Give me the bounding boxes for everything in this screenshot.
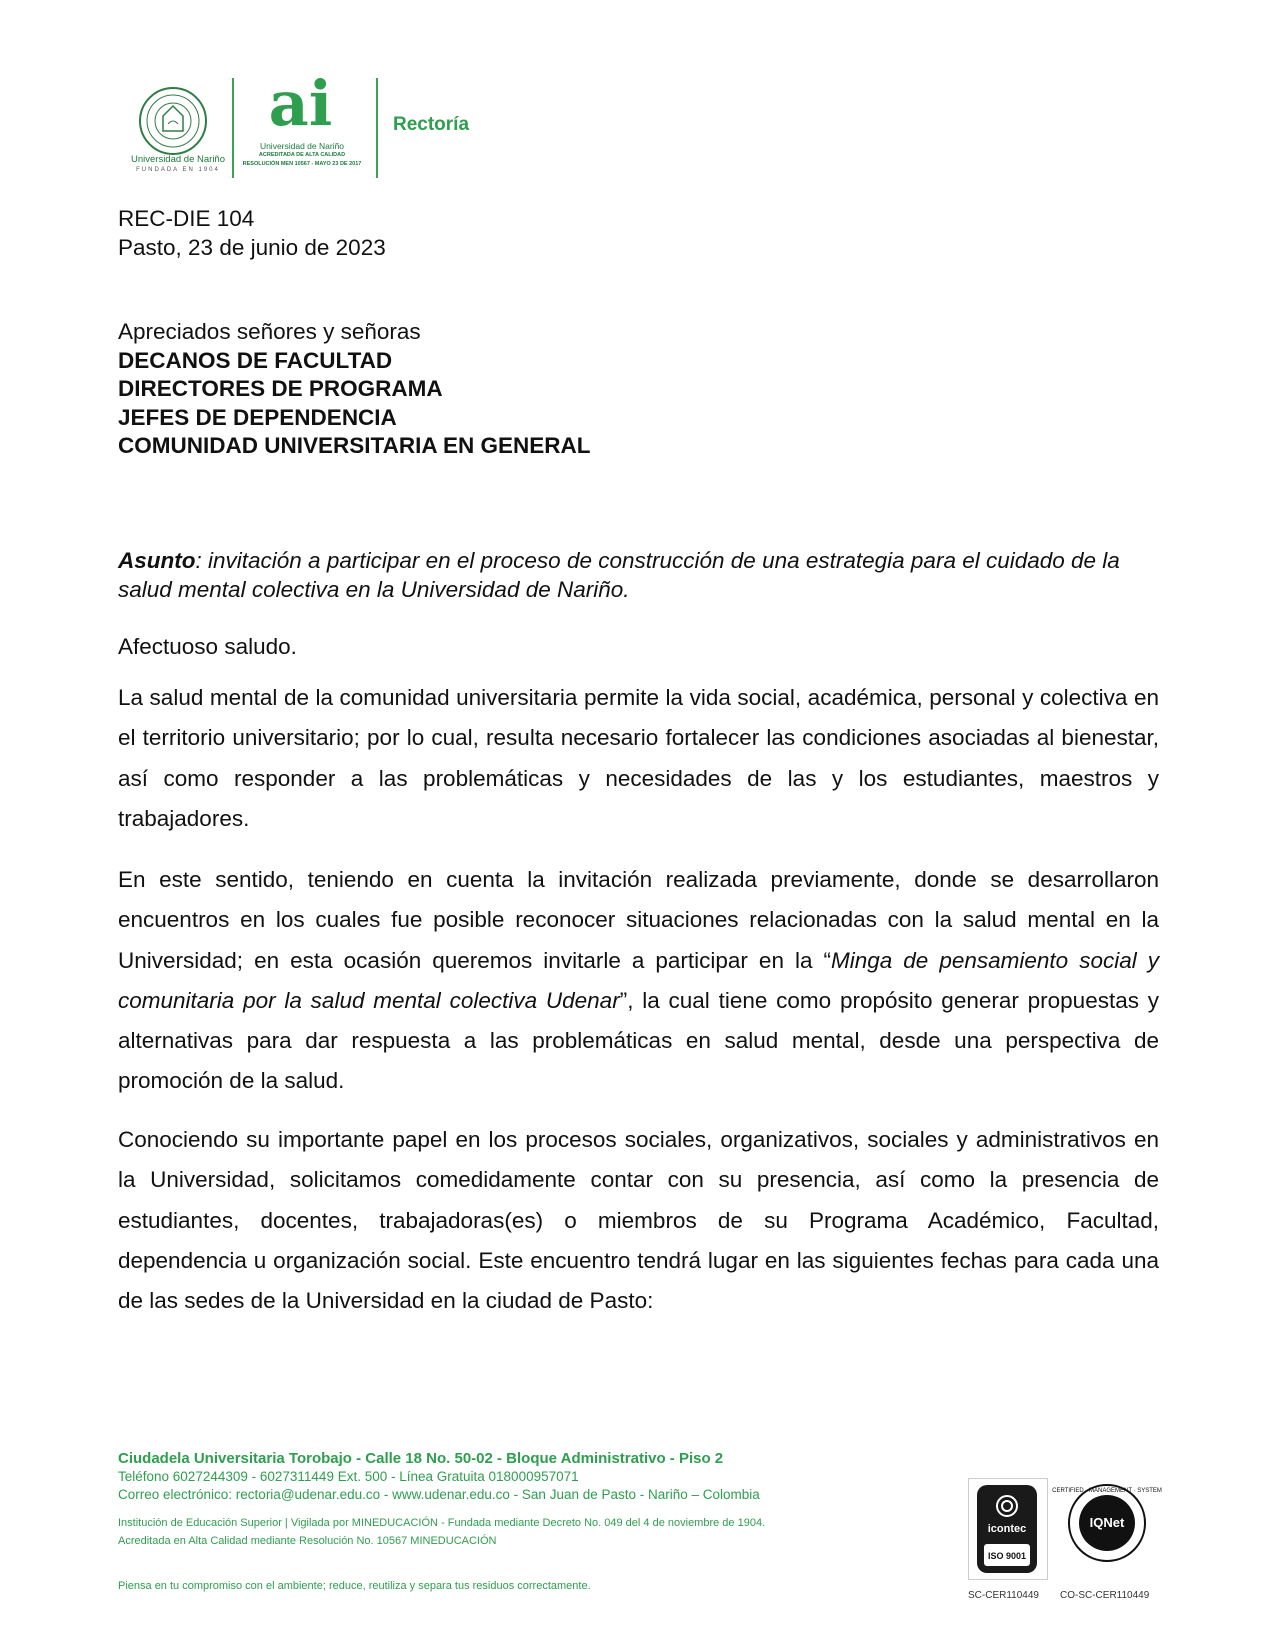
accreditation-caption bbox=[240, 142, 364, 169]
salutation: Apreciados señores y señoras bbox=[118, 319, 421, 344]
iqnet-ring-text: CERTIFIED · MANAGEMENT · SYSTEM bbox=[1052, 1488, 1162, 1494]
footer-email: Correo electrónico: rectoria@udenar.edu.co - www.udenar.edu.co - San Juan de Pasto - Nariño – Colombia bbox=[118, 1487, 760, 1502]
footer-phone: Teléfono 6027244309 - 6027311449 Ext. 500 - Línea Gratuita 018000957071 bbox=[118, 1469, 579, 1484]
footer-environment-note: Piensa en tu compromiso con el ambiente; reduce, reutiliza y separa tus residuos correctamente. bbox=[118, 1580, 591, 1592]
university-name: Universidad de Nariño bbox=[131, 154, 225, 165]
addressee-block bbox=[118, 318, 591, 461]
paragraph-2-text: En este sentido, teniendo en cuenta la invitación realizada previamente, donde se desarrollaron encuentros en los cuales fue posible reconocer situaciones relacionadas con la salud mental en la Universidad; en esta ocasión queremos invitarle a participar en la “ bbox=[118, 867, 1159, 973]
accreditation-logo: ai bbox=[268, 67, 333, 140]
iqnet-code: CO-SC-CER110449 bbox=[1060, 1590, 1150, 1601]
accreditation-university: Universidad de Nariño bbox=[259, 141, 345, 151]
footer-accreditation: Acreditada en Alta Calidad mediante Resolución No. 10567 MINEDUCACIÓN bbox=[118, 1535, 497, 1547]
iqnet-label: IQNet bbox=[1089, 1515, 1125, 1530]
subject-label: Asunto bbox=[118, 548, 196, 573]
event-name: Minga de pensamiento social y comunitaria por la salud mental colectiva Udenar bbox=[118, 947, 1159, 1013]
subject-line bbox=[118, 546, 1158, 604]
icontec-iso: ISO 9001 bbox=[987, 1551, 1027, 1561]
founded-year: FUNDADA EN 1904 bbox=[136, 167, 220, 173]
icontec-code: SC-CER110449 bbox=[968, 1590, 1039, 1601]
recipient: JEFES DE DEPENDENCIA bbox=[118, 404, 397, 430]
office-name: Rectoría bbox=[393, 114, 470, 135]
icontec-label: icontec bbox=[987, 1523, 1027, 1535]
letterhead bbox=[118, 67, 518, 178]
place-date: Pasto, 23 de junio de 2023 bbox=[118, 235, 386, 260]
accreditation-line-2: RESOLUCIÓN MEN 10567 - MAYO 23 DE 2017 bbox=[242, 161, 362, 167]
accreditation-line-1: ACREDITADA DE ALTA CALIDAD bbox=[258, 152, 346, 158]
recipient: DIRECTORES DE PROGRAMA bbox=[118, 376, 443, 401]
divider-line bbox=[232, 78, 234, 178]
iqnet-icon bbox=[1052, 1482, 1162, 1564]
footer-address: Ciudadela Universitaria Torobajo - Calle 18 No. 50-02 - Bloque Administrativo - Piso 2 bbox=[118, 1450, 724, 1467]
greeting: Afectuoso saludo. bbox=[118, 634, 297, 659]
divider-line bbox=[376, 78, 378, 178]
recipient: DECANOS DE FACULTAD bbox=[118, 347, 393, 373]
body-paragraph-1: La salud mental de la comunidad universitaria permite la vida social, académica, personal y colectiva en el territorio universitario; por lo cual, resulta necesario fortalecer las condiciones asociadas al bienestar, así como responder a las problemáticas y necesidades de las y los estudiantes, maestros y trabajadores. bbox=[118, 685, 1159, 831]
body-paragraph-2 bbox=[118, 860, 1159, 1102]
icontec-certification bbox=[968, 1478, 1046, 1588]
body-paragraph-3: Conociendo su importante papel en los procesos sociales, organizativos, sociales y administrativos en la Universidad, solicitamos comedidamente contar con su presencia, así como la presencia de estudiantes, docentes, trabajadoras(es) o miembros de su Programa Académico, Facultad, dependencia u organización social. Este encuentro tendrá lugar en las siguientes fechas para cada una de las sedes de la Universidad en la ciudad de Pasto: bbox=[118, 1127, 1159, 1314]
paragraph-2-text: ”, la cual tiene como propósito generar propuestas y alternativas para dar respuesta a las problemáticas en salud mental, desde una perspectiva de promoción de la salud. bbox=[118, 987, 1160, 1094]
reference-number: REC-DIE 104 bbox=[118, 206, 255, 231]
subject-text: : invitación a participar en el proceso de construcción de una estrategia para el cuidado de la salud mental colectiva en la Universidad de Nariño. bbox=[118, 548, 1120, 602]
letter-reference-block bbox=[118, 204, 386, 262]
university-seal-icon bbox=[138, 86, 208, 156]
footer-contact bbox=[118, 1450, 938, 1550]
footer-institution: Institución de Educación Superior | Vigilada por MINEDUCACIÓN - Fundada mediante Decreto No. 049 del 4 de noviembre de 1904. bbox=[118, 1517, 766, 1529]
iqnet-certification bbox=[1052, 1478, 1162, 1588]
icontec-icon bbox=[976, 1484, 1038, 1574]
seal-caption bbox=[118, 154, 238, 176]
recipient: COMUNIDAD UNIVERSITARIA EN GENERAL bbox=[118, 433, 591, 458]
